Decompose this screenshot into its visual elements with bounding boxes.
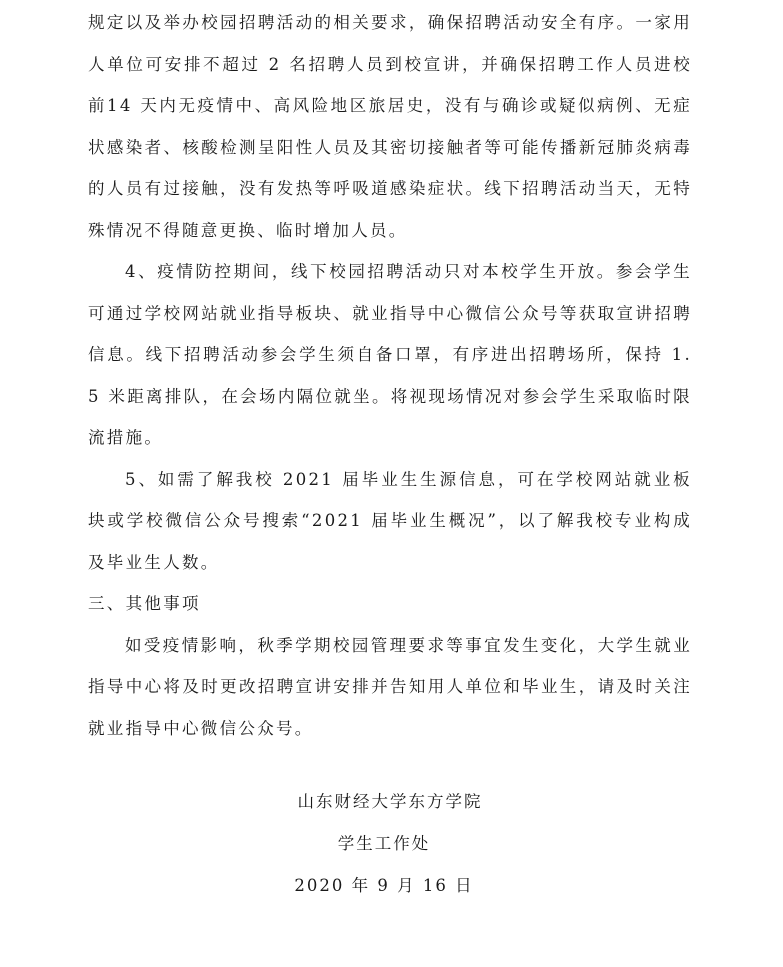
document-body — [88, 2, 692, 749]
signature-date: 2020 年 9 月 16 日 — [294, 876, 474, 895]
paragraph-item-5: 5、如需了解我校 2021 届毕业生生源信息，可在学校网站就业板块或学校微信公众号搜索“2021 届毕业生概况”，以了解我校专业构成及毕业生人数。 — [88, 469, 692, 572]
signature-organization: 山东财经大学东方学院 — [297, 792, 483, 811]
paragraph-continuation: 规定以及举办校园招聘活动的相关要求，确保招聘活动安全有序。一家用人单位可安排不超过 2 名招聘人员到校宣讲，并确保招聘工作人员进校前14 天内无疫情中、高风险地区旅居史，没有与确诊或疑似病例、无症状感染者、核酸检测呈阳性人员及其密切接触者等可能传播新冠肺炎病毒的人员有过接触，没有发热等呼吸道感染症状。线下招聘活动当天，无特殊情况不得随意更换、临时增加人员。 — [88, 13, 692, 240]
paragraph-other-matters: 如受疫情影响，秋季学期校园管理要求等事宜发生变化，大学生就业指导中心将及时更改招聘宣讲安排并告知用人单位和毕业生，请及时关注就业指导中心微信公众号。 — [88, 635, 692, 738]
section-heading-other-matters: 三、其他事项 — [88, 594, 201, 613]
signature-department: 学生工作处 — [337, 834, 431, 853]
paragraph-item-4: 4、疫情防控期间，线下校园招聘活动只对本校学生开放。参会学生可通过学校网站就业指导板块、就业指导中心微信公众号等获取宣讲招聘信息。线下招聘活动参会学生须自备口罩，有序进出招聘场所，保持 1.5 米距离排队，在会场内隔位就坐。将视现场情况对参会学生采取临时限流措施。 — [88, 262, 692, 447]
